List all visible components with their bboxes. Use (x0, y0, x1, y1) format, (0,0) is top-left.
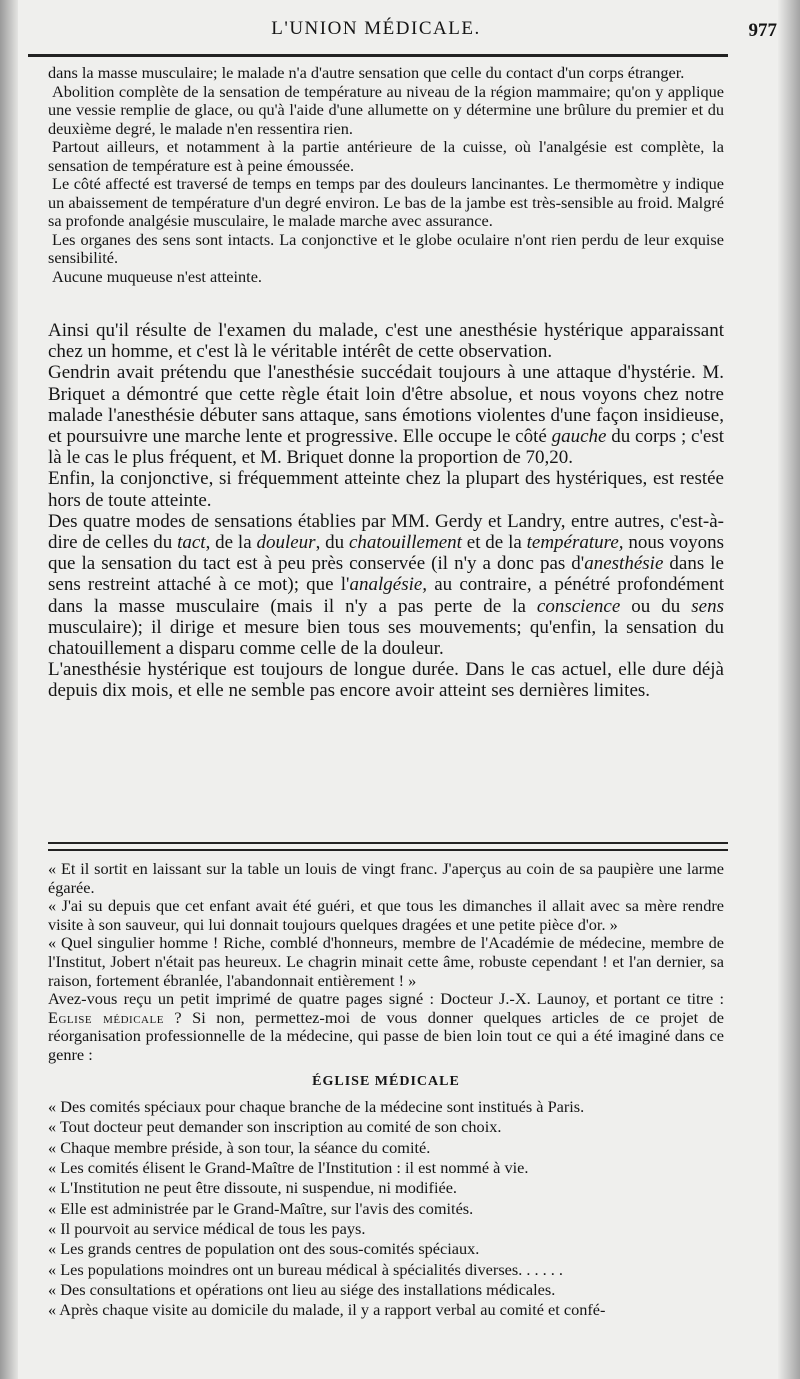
list-item: « Des consultations et opérations ont lieu au siége des installations médicales. (48, 1279, 556, 1299)
running-header (20, 18, 777, 46)
page-number: 977 (748, 20, 777, 41)
section-heading: ÉGLISE MÉDICALE (312, 1073, 460, 1089)
paragraph: Gendrin avait prétendu que l'anesthésie succédait toujours à une attaque d'hystérie. M. Briquet a démontré que cette règle était loin d'être absolue, et nous voyons chez notre malade l'anesthésie débuter sans attaque, sans émotions violentes d'une façon insidieuse, et poursuivre une marche lente et progressive. Elle occupe le côté gauche du corps ; c'est là le cas le plus fréquent, et M. Briquet donne la proportion de 70,20. (48, 362, 724, 469)
paragraph: Partout ailleurs, et notamment à la partie antérieure de la cuisse, où l'analgésie est complète, la sensation de température est à peine émoussée. (48, 137, 724, 175)
paragraph: « J'ai su depuis que cet enfant avait été guéri, et que tous les dimanches il allait avec sa mère rendre visite à son sauveur, qui lui donnait toujours quelques dragées et une petite pièce d'or. » (48, 896, 724, 934)
list-item: « Les comités élisent le Grand-Maître de l'Institution : il est nommé à vie. (48, 1158, 529, 1178)
observation-text (48, 64, 724, 286)
list-item: « Des comités spéciaux pour chaque branche de la médecine sont institués à Paris. (48, 1097, 585, 1117)
paragraph: dans la masse musculaire; le malade n'a d'autre sensation que celle du contact d'un corps étranger. (48, 63, 685, 82)
paragraph: Les organes des sens sont intacts. La conjonctive et le globe oculaire n'ont rien perdu de leur exquise sensibilité. (48, 229, 724, 267)
paragraph: Le côté affecté est traversé de temps en temps par des douleurs lancinantes. Le thermomètre y indique un abaissement de température d'un degré environ. Le bas de la jambe est très-sensible au froid. Malgré sa profonde analgésie musculaire, le malade marche avec assurance. (48, 174, 724, 230)
paragraph: Abolition complète de la sensation de température au niveau de la région mammaire; qu'on y applique une vessie remplie de glace, ou qu'à l'aide d'une allumette on y détermine une brûlure du premier et du deuxième degré, le malade n'en ressentira rien. (48, 81, 724, 138)
remarks-section (48, 320, 724, 702)
paragraph: « Quel singulier homme ! Riche, comblé d'honneurs, membre de l'Académie de médecine, membre de l'Institut, Jobert n'était pas heureux. Le chagrin minait cette âme, robuste cependant ! et l'an dernier, sa raison, fortement ébranlée, l'abandonnait entièrement ! » (48, 933, 724, 990)
page-edge-right (778, 0, 800, 1379)
paragraph: Ainsi qu'il résulte de l'examen du malade, c'est une anesthésie hystérique apparaissant chez un homme, et c'est là le véritable intérêt de cette observation. (48, 320, 724, 363)
list-item: « L'Institution ne peut être dissoute, ni suspendue, ni modifiée. (48, 1178, 457, 1198)
page-edge-left (0, 0, 18, 1379)
paragraph: Des quatre modes de sensations établies par MM. Gerdy et Landry, entre autres, c'est-à-dire de celles du tact, de la douleur, du chatouillement et de la température, nous voyons que la sensation du tact est à peu près conservée (il n'y a donc pas d'anesthésie dans le sens restreint attaché à ce mot); que l'analgésie, au contraire, a pénétré profondément dans la masse musculaire (mais il n'y a pas perte de la conscience ou du sens musculaire); il dirige et mesure bien tous ses mouvements; qu'enfin, la sensation du chatouillement a disparu comme celle de la douleur. (48, 510, 725, 660)
paragraph: Aucune muqueuse n'est atteinte. (52, 266, 263, 286)
paragraph: L'anesthésie hystérique est toujours de longue durée. Dans le cas actuel, elle dure déjà depuis dix mois, et elle ne semble pas encore avoir atteint ses dernières limites. (48, 659, 724, 702)
list-item: « Il pourvoit au service médical de tous les pays. (48, 1218, 366, 1238)
articles-list (48, 1097, 724, 1320)
list-item: « Elle est administrée par le Grand-Maître, sur l'avis des comités. (48, 1198, 474, 1218)
paragraph: « Et il sortit en laissant sur la table un louis de vingt franc. J'aperçus au coin de sa paupière une larme égarée. (48, 859, 724, 897)
paragraph: Avez-vous reçu un petit imprimé de quatre pages signé : Docteur J.-X. Launoy, et portant ce titre : Eglise médicale ? Si non, permettez-moi de vous donner quelques articles de ce projet de réorganisation professionnelle de la médecine, qui passe de bien loin tout ce qui a été imaginé dans ce genre : (48, 989, 724, 1064)
list-item: « Tout docteur peut demander son inscription au comité de son choix. (48, 1117, 502, 1137)
list-item: « Les grands centres de population ont des sous-comités spéciaux. (48, 1239, 480, 1259)
list-item: « Chaque membre préside, à son tour, la séance du comité. (48, 1137, 431, 1157)
journal-title: L'UNION MÉDICALE. (271, 18, 481, 39)
list-item: « Après chaque visite au domicile du malade, il y a rapport verbal au comité et confé- (48, 1300, 606, 1320)
header-rule (28, 54, 728, 57)
section-double-rule (48, 842, 728, 851)
paragraph: Enfin, la conjonctive, si fréquemment atteinte chez la plupart des hystériques, est restée hors de toute atteinte. (48, 468, 724, 511)
list-item: « Les populations moindres ont un bureau médical à spécialités diverses. . . . . . (48, 1259, 563, 1279)
feuilleton-section (48, 860, 724, 1320)
